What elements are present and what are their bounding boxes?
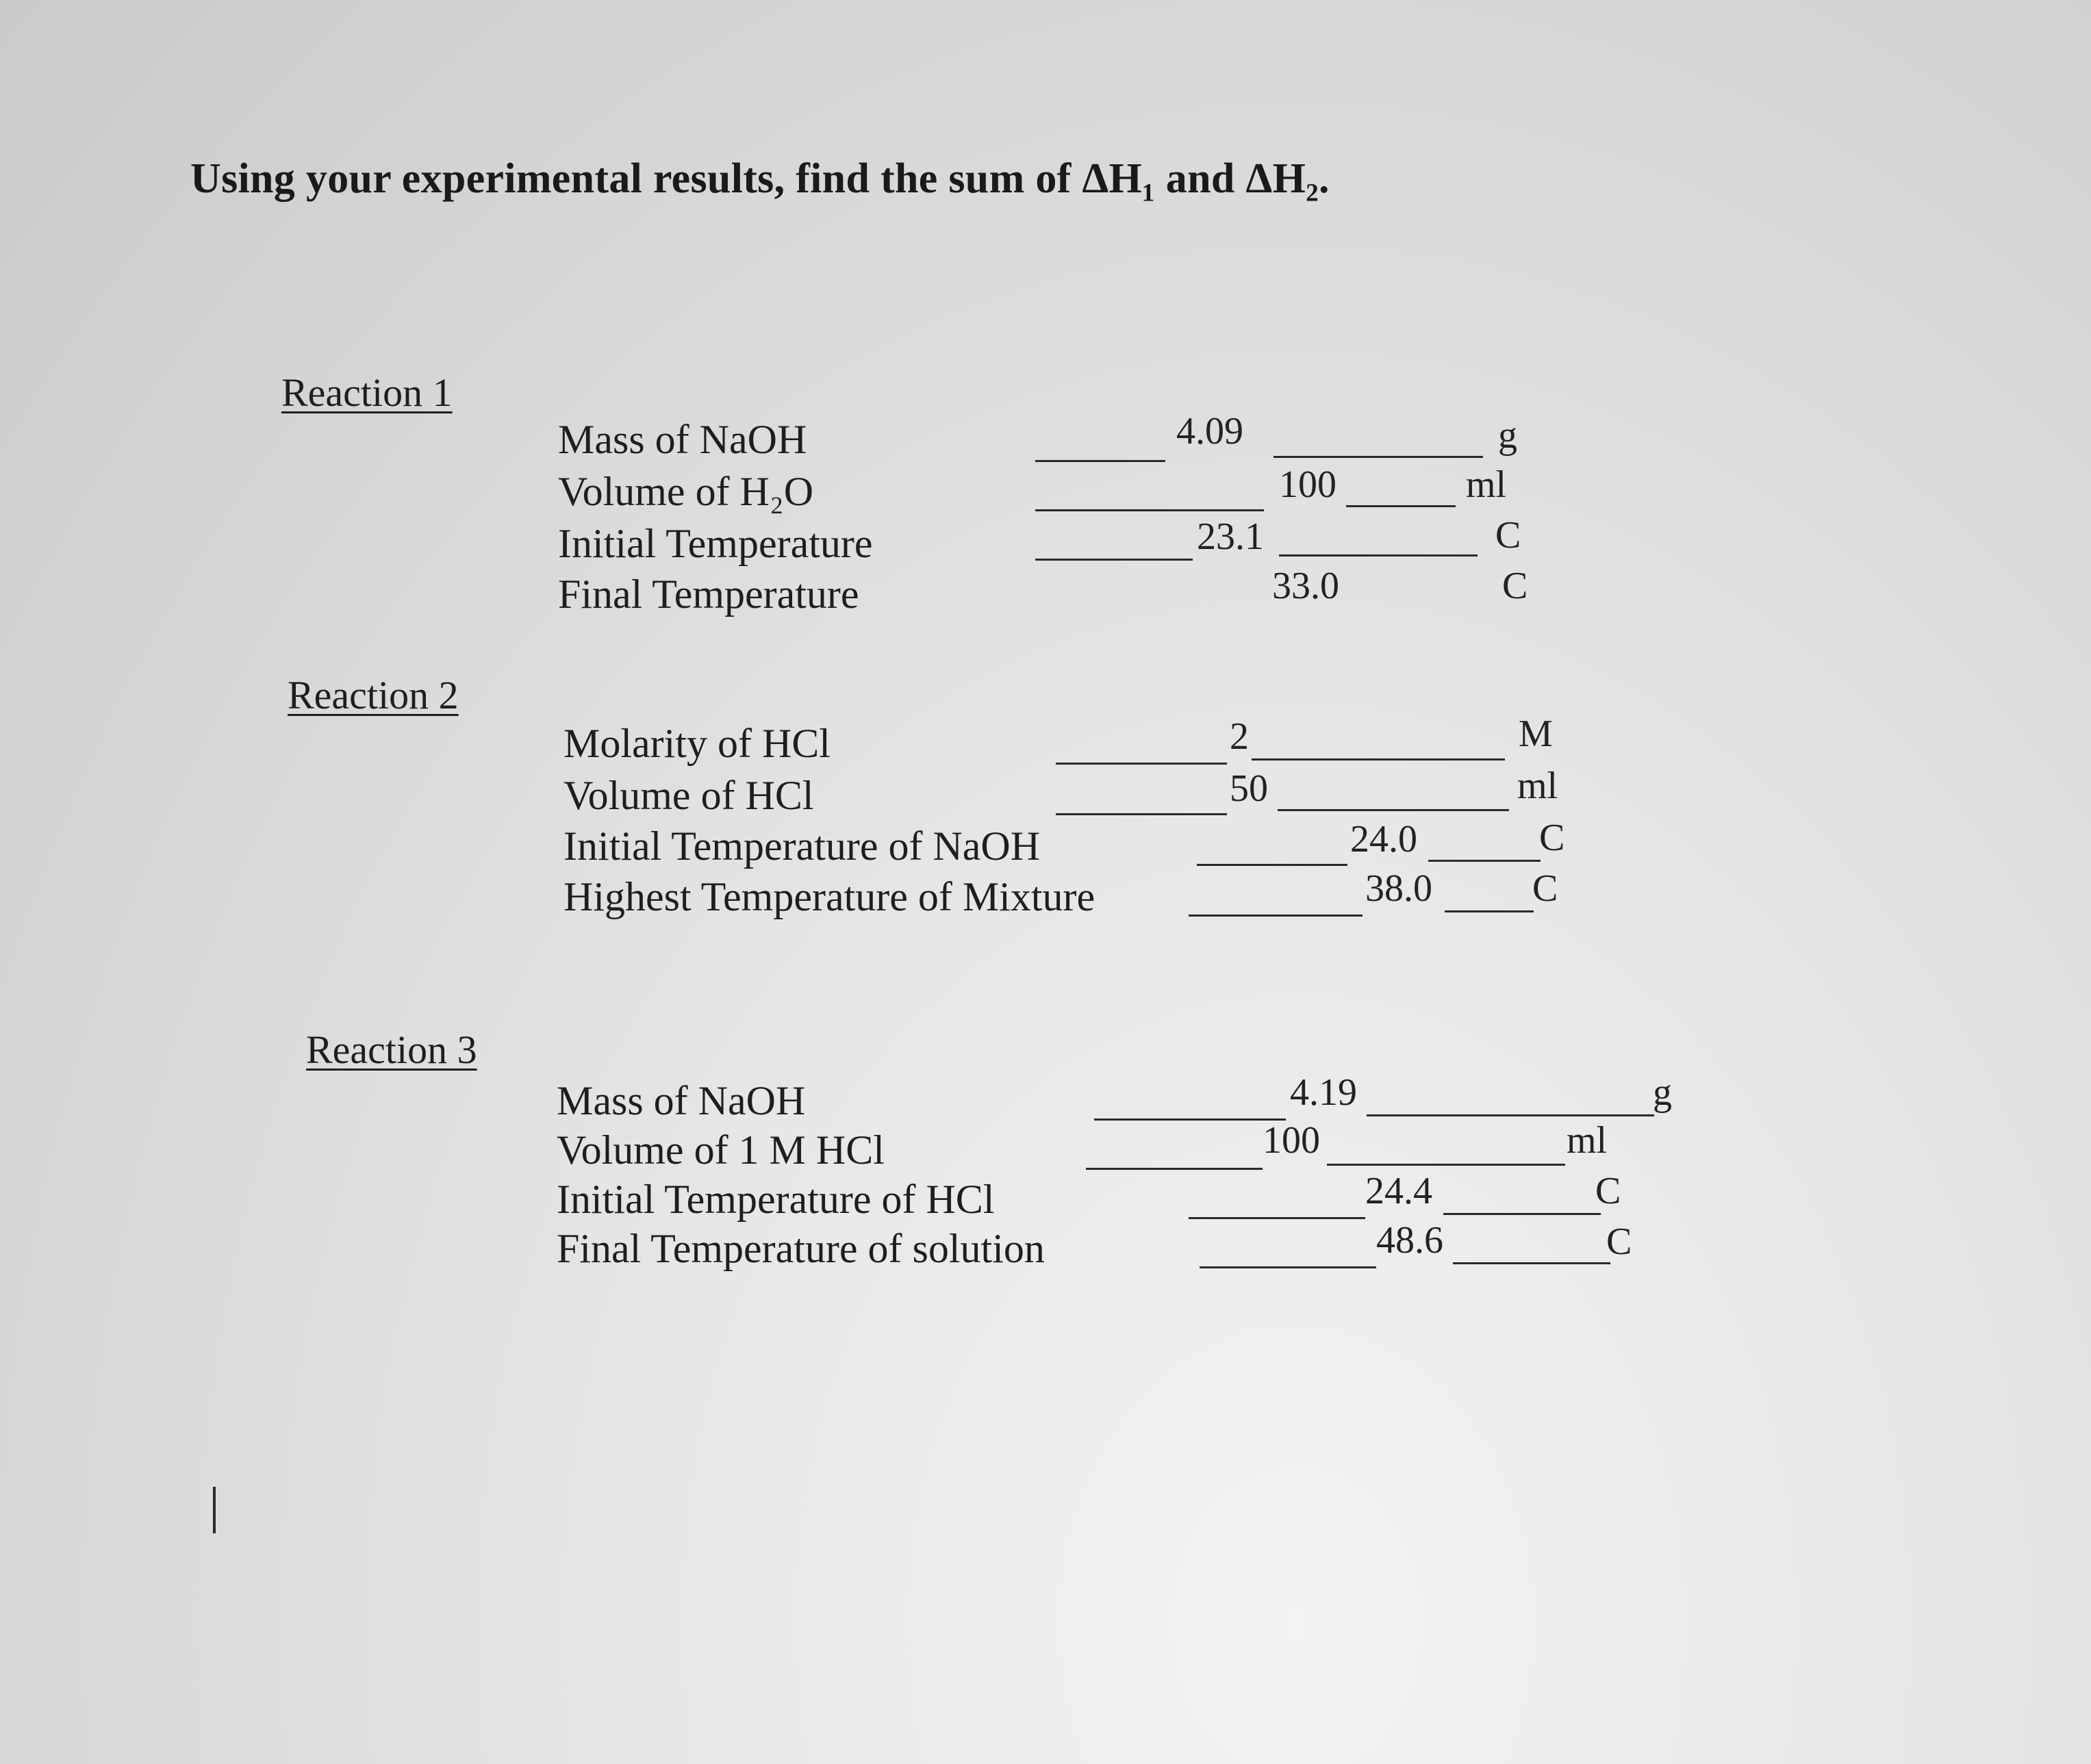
r2-volume-hcl-label: Volume of HCl: [563, 773, 814, 818]
text-cursor: [213, 1487, 216, 1533]
r2-volume-hcl-unit: ml: [1517, 765, 1558, 807]
r1-final-temp-unit: C: [1502, 565, 1528, 607]
r1-initial-temp-value: 23.1: [1197, 515, 1264, 558]
r3-initial-temp-hcl-unit: C: [1595, 1170, 1621, 1212]
r1-volume-h2o-value: 100: [1279, 463, 1336, 506]
r2-volume-hcl-blank-right: [1278, 809, 1509, 811]
r2-molarity-hcl-blank-right: [1252, 758, 1505, 760]
r1-mass-naoh-value: 4.09: [1176, 410, 1243, 452]
r2-molarity-hcl-blank-left: [1056, 763, 1227, 765]
r3-final-temp-blank-left: [1200, 1266, 1376, 1268]
r1-mass-naoh-blank-right: [1273, 456, 1483, 458]
r1-final-temp-label: Final Temperature: [558, 572, 859, 617]
r2-initial-temp-naoh-unit: C: [1539, 817, 1565, 859]
r3-mass-naoh-label: Mass of NaOH: [557, 1078, 806, 1123]
r2-initial-temp-naoh-value: 24.0: [1350, 818, 1417, 860]
r3-initial-temp-hcl-label: Initial Temperature of HCl: [557, 1177, 995, 1222]
r2-molarity-hcl-label: Molarity of HCl: [563, 721, 831, 766]
r3-volume-hcl-blank-left: [1086, 1168, 1263, 1170]
r2-initial-temp-naoh-blank-right: [1428, 860, 1541, 862]
r2-highest-temp-value: 38.0: [1365, 867, 1432, 910]
reaction-1-heading: Reaction 1: [281, 370, 453, 415]
r1-initial-temp-blank-left: [1035, 559, 1193, 561]
r3-mass-naoh-unit: g: [1653, 1071, 1672, 1114]
r1-volume-h2o-blank-right: [1346, 505, 1456, 507]
r3-final-temp-label: Final Temperature of solution: [557, 1226, 1045, 1271]
r1-mass-naoh-blank-left: [1035, 460, 1165, 462]
r1-initial-temp-unit: C: [1495, 514, 1521, 557]
r2-molarity-hcl-unit: M: [1519, 713, 1553, 755]
reaction-3-heading: Reaction 3: [306, 1027, 477, 1072]
r3-mass-naoh-blank-right: [1367, 1114, 1654, 1116]
r3-final-temp-unit: C: [1606, 1220, 1632, 1263]
r1-volume-h2o-label: Volume of H₂O: [558, 469, 814, 514]
r3-volume-hcl-unit: ml: [1567, 1119, 1608, 1162]
r2-highest-temp-blank-left: [1189, 915, 1363, 917]
r3-mass-naoh-blank-left: [1094, 1119, 1286, 1121]
r3-final-temp-blank-right: [1453, 1262, 1610, 1264]
r3-initial-temp-hcl-value: 24.4: [1365, 1170, 1432, 1212]
r1-volume-h2o-blank-left: [1035, 509, 1264, 511]
r2-highest-temp-label: Highest Temperature of Mixture: [563, 874, 1095, 919]
reaction-2-heading: Reaction 2: [288, 673, 459, 717]
r3-initial-temp-hcl-blank-left: [1189, 1217, 1365, 1219]
r1-mass-naoh-unit: g: [1498, 414, 1517, 457]
r1-initial-temp-blank-right: [1279, 554, 1478, 557]
r3-mass-naoh-value: 4.19: [1290, 1071, 1357, 1114]
r3-volume-hcl-label: Volume of 1 M HCl: [557, 1127, 885, 1173]
r1-volume-h2o-unit: ml: [1466, 463, 1507, 506]
r3-volume-hcl-value: 100: [1263, 1119, 1320, 1162]
r2-volume-hcl-value: 50: [1230, 767, 1268, 810]
r2-initial-temp-naoh-label: Initial Temperature of NaOH: [563, 823, 1041, 869]
r2-highest-temp-unit: C: [1532, 867, 1558, 910]
r2-highest-temp-blank-right: [1445, 910, 1534, 912]
instruction-text: Using your experimental results, find the sum of ΔH₁ and ΔH₂.: [190, 155, 1330, 202]
r2-initial-temp-naoh-blank-left: [1197, 864, 1347, 866]
r3-initial-temp-hcl-blank-right: [1443, 1213, 1601, 1215]
r1-final-temp-value: 33.0: [1272, 565, 1339, 607]
r3-volume-hcl-blank-right: [1327, 1164, 1565, 1166]
r3-final-temp-value: 48.6: [1376, 1219, 1443, 1262]
r1-mass-naoh-label: Mass of NaOH: [558, 417, 807, 462]
r2-molarity-hcl-value: 2: [1230, 715, 1249, 758]
r1-initial-temp-label: Initial Temperature: [558, 521, 873, 566]
r2-volume-hcl-blank-left: [1056, 813, 1227, 815]
